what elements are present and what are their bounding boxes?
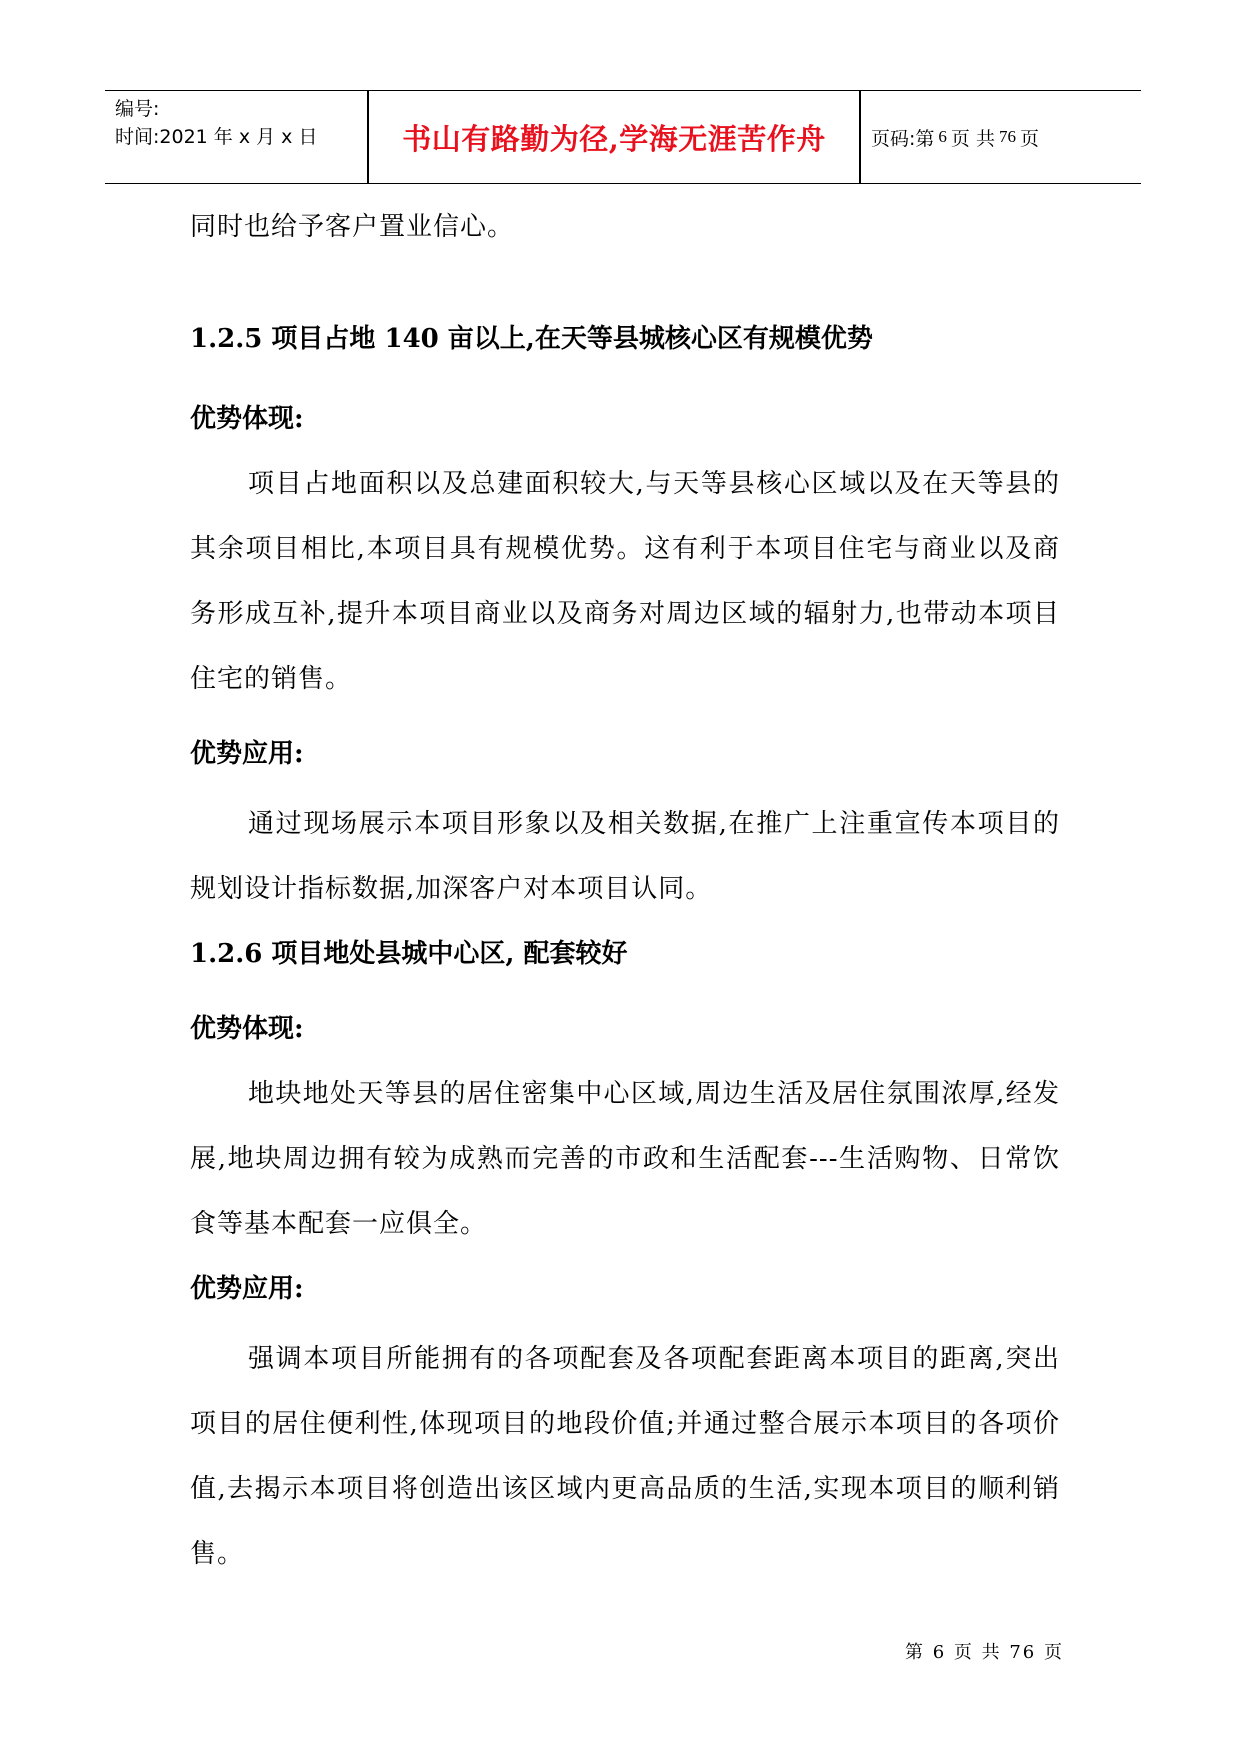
page-header [105,90,1141,184]
document-number-label: 编号: [115,98,160,120]
page-total: 76 [998,127,1016,146]
page-current: 6 [938,127,947,146]
subheading-advantage: 优势体现: [190,1014,304,1044]
paragraph: 同时也给予客户置业信心。 [190,212,515,242]
page-footer: 第 6 页 共 76 页 [905,1642,1064,1663]
subheading-application: 优势应用: [190,1274,304,1304]
document-time: 时间:2021 年 x 月 x 日 [115,126,318,148]
subheading-application: 优势应用: [190,739,304,769]
header-meta [115,95,365,151]
paragraph: 通过现场展示本项目形象以及相关数据,在推广上注重宣传本项目的规划设计指标数据,加深客户对本项目认同。 [190,809,1060,904]
subheading-advantage: 优势体现: [190,404,304,434]
page-middle: 页 共 [950,127,995,150]
document-body [190,195,1060,1587]
page-suffix: 页 [1019,127,1039,150]
page-prefix: 页码:第 [871,127,935,150]
header-motto: 书山有路勤为径,学海无涯苦作舟 [402,121,826,156]
header-page-number [871,91,1039,183]
paragraph: 项目占地面积以及总建面积较大,与天等县核心区域以及在天等县的其余项目相比,本项目具有规模优势。这有利于本项目住宅与商业以及商务形成互补,提升本项目商业以及商务对周边区域的辐射力,也带动本项目住宅的销售。 [190,469,1060,694]
section-heading-1-2-5: 1.2.5 项目占地 140 亩以上,在天等县城核心区有规模优势 [190,324,873,354]
section-heading-1-2-6: 1.2.6 项目地处县城中心区, 配套较好 [190,939,628,969]
paragraph: 强调本项目所能拥有的各项配套及各项配套距离本项目的距离,突出项目的居住便利性,体现项目的地段价值;并通过整合展示本项目的各项价值,去揭示本项目将创造出该区域内更高品质的生活,实现本项目的顺利销售。 [190,1344,1060,1569]
header-divider [859,91,861,183]
paragraph: 地块地处天等县的居住密集中心区域,周边生活及居住氛围浓厚,经发展,地块周边拥有较为成熟而完善的市政和生活配套---生活购物、日常饮食等基本配套一应俱全。 [190,1079,1060,1239]
